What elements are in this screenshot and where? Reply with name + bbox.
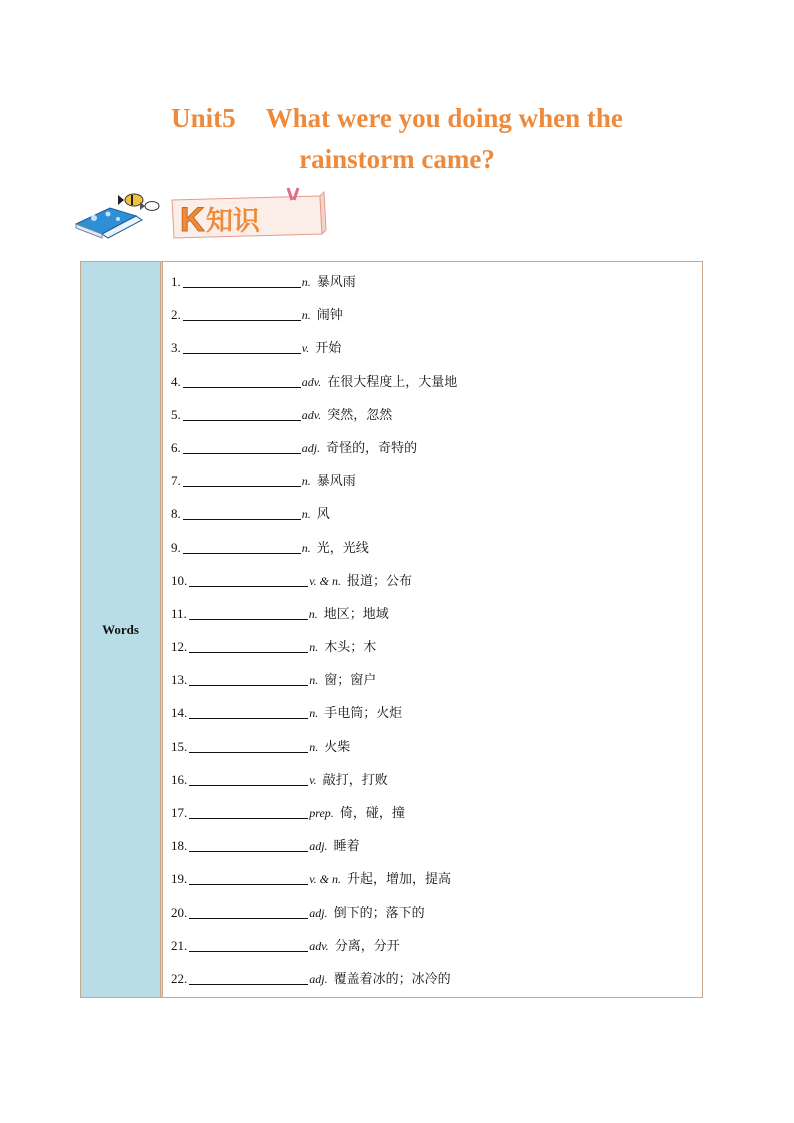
answer-blank[interactable] [189, 904, 308, 919]
page-title [0, 98, 794, 180]
title-line-2: rainstorm came? [299, 144, 495, 174]
item-number: 20. [171, 904, 188, 920]
vocab-row [171, 727, 702, 760]
chinese-meaning: 报道；公布 [347, 573, 413, 589]
item-number: 16. [171, 771, 188, 787]
part-of-speech: adv. [301, 407, 322, 422]
part-of-speech: n. [301, 507, 311, 522]
item-number: 1. [171, 274, 181, 289]
item-number: 4. [171, 373, 181, 389]
answer-blank[interactable] [183, 306, 301, 321]
answer-blank[interactable] [189, 771, 308, 786]
chinese-meaning: 开始 [315, 341, 342, 357]
item-number: 13. [171, 672, 188, 688]
answer-blank[interactable] [183, 472, 301, 487]
vocab-row [171, 859, 702, 892]
part-of-speech: n. [309, 739, 319, 754]
answer-blank[interactable] [189, 572, 308, 587]
item-number: 11. [171, 605, 187, 621]
vocab-row [171, 893, 702, 926]
answer-blank[interactable] [189, 704, 308, 719]
part-of-speech: n. [309, 673, 319, 688]
item-number: 14. [171, 705, 188, 721]
chinese-meaning: 睡着 [333, 839, 360, 855]
item-number: 12. [171, 639, 188, 655]
part-of-speech: prep. [309, 806, 334, 820]
item-number: 9. [171, 539, 181, 555]
vocab-row [171, 627, 702, 660]
title-unit: Unit5 [171, 103, 236, 133]
knowledge-letter: K [180, 201, 205, 239]
part-of-speech: adv. [309, 938, 329, 953]
title-line-1 [0, 98, 794, 139]
item-number: 21. [171, 937, 188, 953]
vocab-row [171, 428, 702, 461]
vocab-row [171, 494, 702, 527]
part-of-speech: adj. [309, 839, 328, 854]
vocab-row [171, 594, 702, 627]
vocab-row [171, 262, 702, 295]
item-number: 7. [171, 473, 181, 489]
vocab-row [171, 295, 702, 328]
answer-blank[interactable] [183, 539, 301, 554]
chinese-meaning: 地区；地域 [323, 606, 389, 622]
vocab-row [171, 693, 702, 726]
part-of-speech: v. [301, 341, 310, 356]
item-number: 15. [171, 738, 188, 754]
chinese-meaning: 突然，忽然 [327, 407, 393, 423]
vocab-row [171, 760, 702, 793]
vocab-row [171, 528, 702, 561]
answer-blank[interactable] [189, 738, 308, 753]
answer-blank[interactable] [189, 937, 308, 952]
item-number: 2. [171, 307, 181, 323]
vocab-row [171, 328, 702, 361]
chinese-meaning: 覆盖着冰的；冰冷的 [333, 971, 451, 987]
part-of-speech: adj. [309, 905, 328, 920]
part-of-speech: adj. [309, 971, 328, 986]
item-number: 6. [171, 439, 181, 455]
answer-blank[interactable] [189, 870, 308, 885]
part-of-speech: v. & n. [309, 573, 342, 588]
chinese-meaning: 暴风雨 [316, 275, 356, 290]
answer-blank[interactable] [189, 671, 308, 686]
item-number: 8. [171, 506, 181, 522]
vocab-row [171, 461, 702, 494]
part-of-speech: n. [309, 640, 319, 655]
knowledge-text: 知识 [206, 206, 260, 237]
chinese-meaning: 木头；木 [324, 640, 377, 656]
chinese-meaning: 分离，分开 [334, 938, 400, 954]
chinese-meaning: 风 [316, 507, 330, 523]
answer-blank[interactable] [183, 406, 301, 421]
item-number: 3. [171, 340, 181, 356]
chinese-meaning: 窗；窗户 [324, 673, 377, 689]
item-number: 5. [171, 406, 181, 422]
vocabulary-list [163, 262, 702, 997]
vocab-row [171, 959, 702, 992]
vocab-row [171, 561, 702, 594]
part-of-speech: n. [309, 706, 319, 721]
item-number: 18. [171, 838, 188, 854]
vocab-row [171, 395, 702, 428]
vocab-row [171, 826, 702, 859]
item-number: 19. [171, 871, 188, 887]
vocab-row [171, 793, 702, 826]
answer-blank[interactable] [183, 505, 301, 520]
answer-blank[interactable] [189, 804, 308, 819]
answer-blank[interactable] [189, 837, 308, 852]
part-of-speech: n. [301, 275, 311, 289]
chinese-meaning: 手电筒；火炬 [324, 706, 403, 722]
answer-blank[interactable] [183, 373, 301, 388]
chinese-meaning: 暴风雨 [316, 474, 356, 490]
chinese-meaning: 升起，增加，提高 [347, 872, 452, 888]
vocab-row [171, 926, 702, 959]
chinese-meaning: 光，光线 [316, 540, 369, 556]
chinese-meaning: 奇怪的，奇特的 [326, 440, 418, 456]
fish-icon [118, 194, 159, 211]
item-number: 17. [171, 805, 188, 820]
chinese-meaning: 倒下的；落下的 [333, 905, 425, 921]
part-of-speech: adj. [301, 440, 321, 455]
vocabulary-table [80, 261, 703, 998]
part-of-speech: n. [308, 606, 318, 621]
chinese-meaning: 闹钟 [316, 308, 343, 324]
chinese-meaning: 敲打，打败 [322, 772, 388, 788]
answer-blank[interactable] [183, 339, 301, 354]
part-of-speech: n. [301, 308, 311, 323]
words-label: Words [81, 262, 163, 997]
chinese-meaning: 倚，碰，撞 [339, 806, 405, 821]
item-number: 22. [171, 970, 188, 986]
vocab-row [171, 660, 702, 693]
open-book-icon [76, 208, 142, 238]
title-question-part1: What were you doing when the [265, 103, 623, 133]
knowledge-banner [72, 186, 332, 246]
chinese-meaning: 在很大程度上，大量地 [327, 374, 458, 390]
item-number: 10. [171, 572, 188, 588]
knowledge-label [172, 188, 326, 239]
answer-blank[interactable] [183, 273, 301, 288]
part-of-speech: v. & n. [309, 872, 342, 887]
answer-blank[interactable] [189, 605, 308, 620]
vocab-row [171, 362, 702, 395]
part-of-speech: v. [309, 772, 317, 787]
part-of-speech: adv. [301, 374, 322, 389]
chinese-meaning: 火柴 [324, 739, 351, 755]
answer-blank[interactable] [189, 970, 308, 985]
answer-blank[interactable] [189, 638, 308, 653]
part-of-speech: n. [301, 540, 311, 555]
answer-blank[interactable] [183, 439, 301, 454]
part-of-speech: n. [301, 474, 311, 489]
